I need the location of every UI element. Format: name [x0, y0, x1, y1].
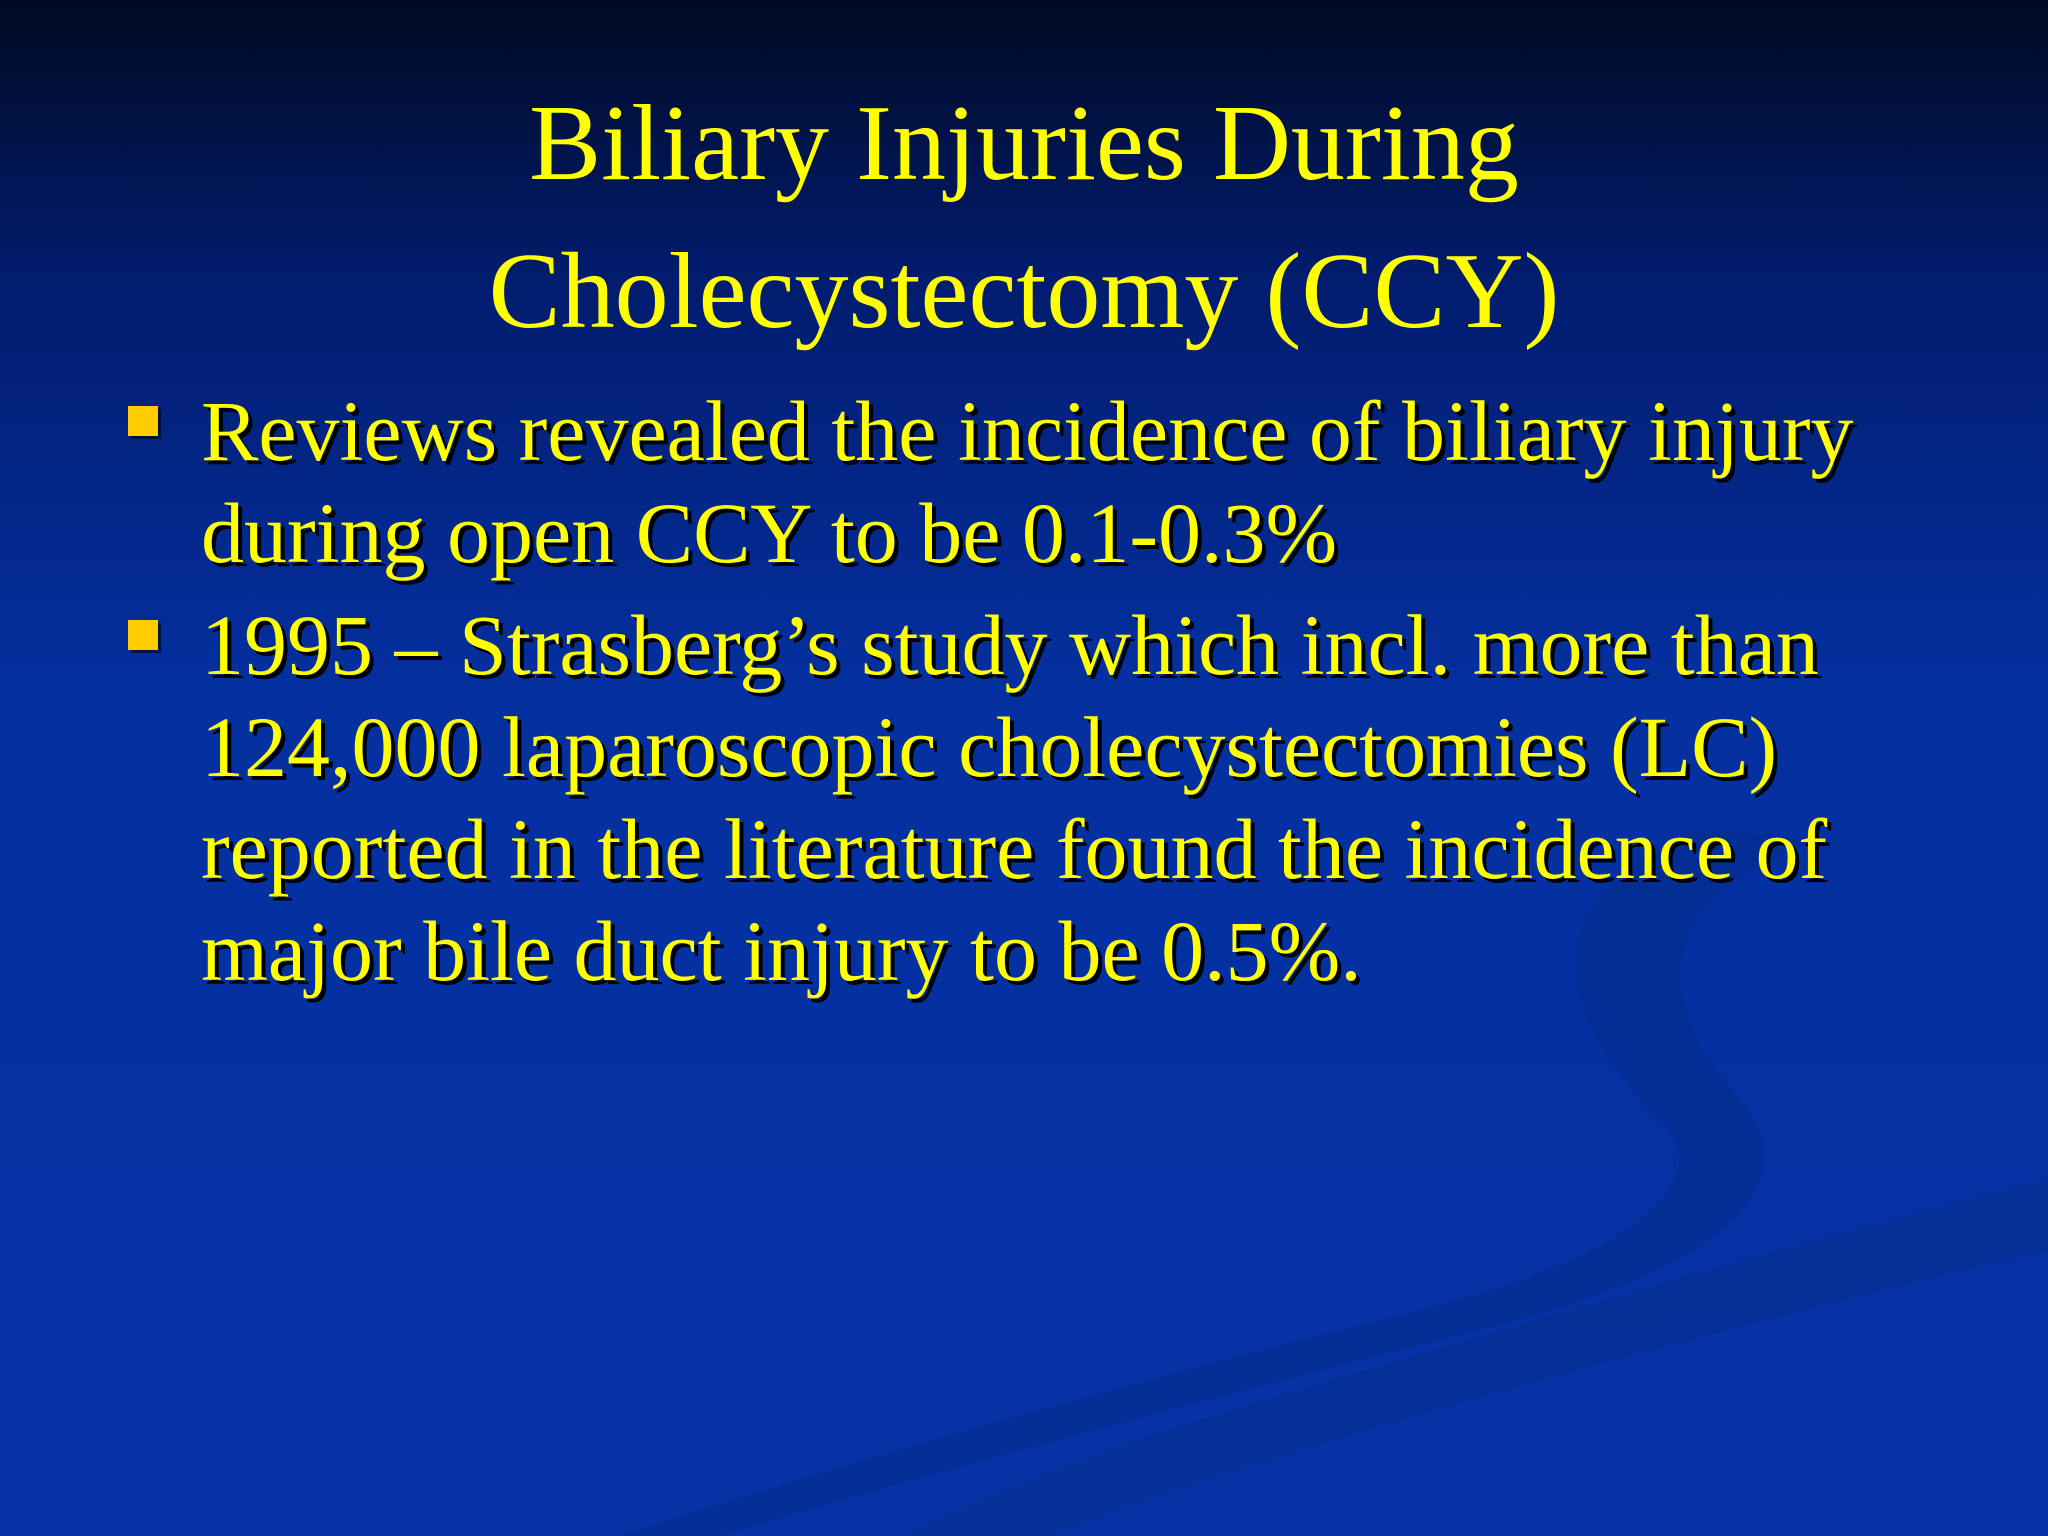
bullet-item-strasberg-study: [128, 594, 1948, 1002]
slide-title-line-2: Cholecystectomy (CCY): [488, 232, 1560, 351]
bullet-line: 1995 – Strasberg’s study which incl. more than: [201, 597, 1819, 693]
bullet-line: 124,000 laparoscopic cholecystectomies (LC): [201, 699, 1778, 795]
slide-title-line-1: Biliary Injuries During: [529, 84, 1519, 203]
bullet-line: major bile duct injury to be 0.5%.: [201, 903, 1362, 999]
bullet-line: reported in the literature found the incidence of: [201, 801, 1828, 897]
bullet-list: [128, 380, 1948, 1012]
bullet-line: during open CCY to be 0.1-0.3%: [201, 485, 1338, 581]
bullet-item-open-ccy: [128, 380, 1948, 584]
slide-title: [0, 70, 2048, 366]
square-bullet-icon: [128, 620, 158, 650]
bullet-line: Reviews revealed the incidence of biliary injury: [201, 383, 1854, 479]
square-bullet-icon: [128, 406, 158, 436]
